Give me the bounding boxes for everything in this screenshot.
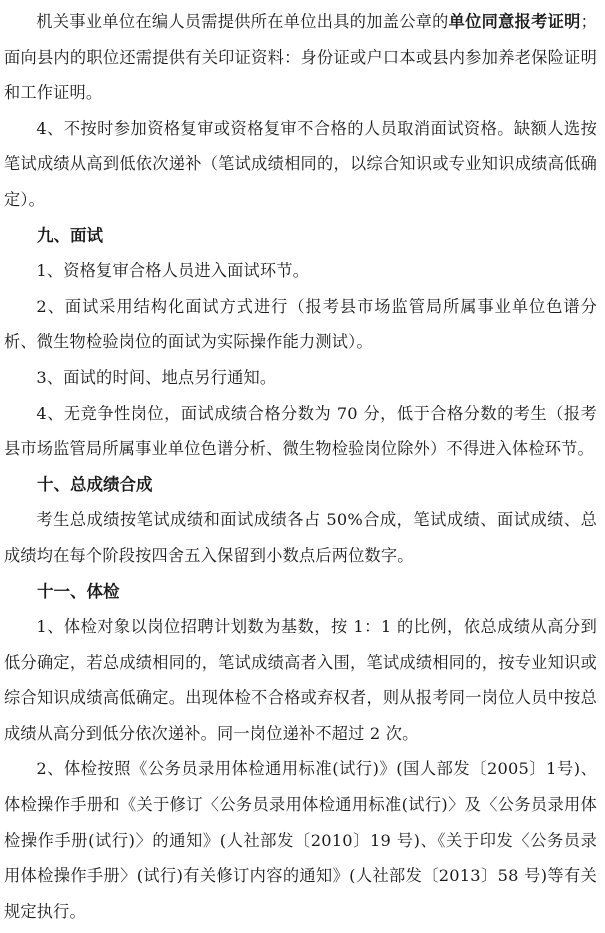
section-heading-total-score: 十、总成绩合成 — [37, 474, 153, 494]
paragraph-interview-4: 4、无竞争性岗位，面试成绩合格分数为 70 分，低于合格分数的考生（报考县市场监管局所属事业单位色谱分析、微生物检验岗位除外）不得进入体检环节。 — [4, 403, 597, 459]
paragraph-text: ；面向县内的职位还需提供有关印证资料：身份证或户口本或县内参加养老保险证明和工作证明。 — [4, 12, 597, 103]
bold-phrase: 单位同意报考证明 — [448, 12, 581, 31]
paragraph-exam-2: 2、体检按照《公务员录用体检通用标准(试行)》(国人部发〔2005〕1号)、体检操作手册和《关于修订〈公务员录用体检通用标准(试行)〉及〈公务员录用体检操作手册(试行)〉的通知》(人社部发〔2010〕19 号)、《关于印发〈公务员录用体检操作手册〉(试行)有关修订内容的通知》(人社部发〔2013〕58 号)等有关规定执行。 — [4, 759, 597, 921]
paragraph-review-materials — [4, 4, 597, 111]
paragraph-interview-1: 1、资格复审合格人员进入面试环节。 — [36, 261, 310, 281]
section-heading-interview: 九、面试 — [37, 225, 103, 245]
paragraph-total-score: 考生总成绩按笔试成绩和面试成绩各占 50%合成，笔试成绩、面试成绩、总成绩均在每个阶段按四舍五入保留到小数点后两位数字。 — [4, 510, 597, 565]
section-heading-physical-exam: 十一、体检 — [37, 581, 120, 601]
paragraph-interview-3: 3、面试的时间、地点另行通知。 — [36, 367, 277, 387]
paragraph-exam-1: 1、体检对象以岗位招聘计划数为基数，按 1：1 的比例，依总成绩从高分到低分确定，若总成绩相同的，笔试成绩高者入围，笔试成绩相同的，按专业知识或综合知识成绩高低确定。出现体检不合格或弃权者，则从报考同一岗位人员中按总成绩从高分到低分依次递补。同一岗位递补不超过 2 次。 — [4, 617, 597, 743]
paragraph-review-failure: 4、不按时参加资格复审或资格复审不合格的人员取消面试资格。缺额人选按笔试成绩从高到低依次递补（笔试成绩相同的，以综合知识或专业知识成绩高低确定）。 — [4, 118, 597, 209]
paragraph-interview-2: 2、面试采用结构化面试方式进行（报考县市场监管局所属事业单位色谱分析、微生物检验岗位的面试为实际操作能力测试）。 — [4, 296, 597, 352]
paragraph-text: 机关事业单位在编人员需提供所在单位出具的加盖公章的 — [36, 12, 449, 31]
